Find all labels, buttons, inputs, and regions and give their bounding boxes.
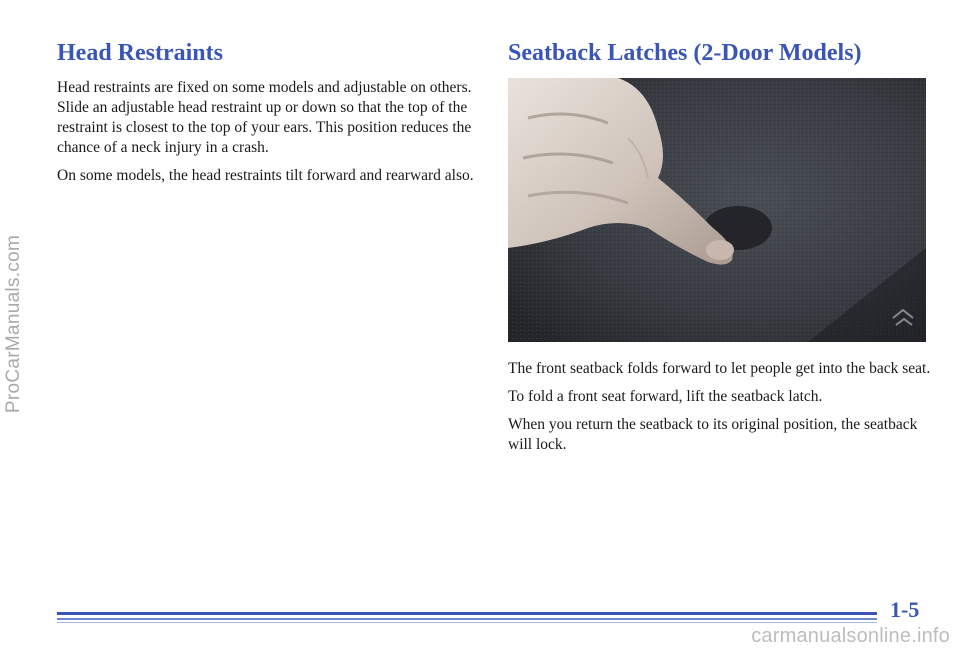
- head-restraints-heading: Head Restraints: [57, 40, 223, 66]
- footer-rule: [57, 612, 877, 626]
- seatback-latches-section: [508, 38, 933, 463]
- side-watermark-text: ProCarManuals.com: [3, 234, 24, 414]
- head-restraints-section: [57, 38, 477, 194]
- finger-lifting-latch-icon: [508, 78, 926, 342]
- seatback-latches-heading: Seatback Latches (2-Door Models): [508, 40, 862, 66]
- seatback-paragraph-1: The front seatback folds forward to let people get into the back seat.: [508, 360, 931, 377]
- page-number: 1-5: [890, 597, 920, 622]
- head-restraints-paragraph-1: Head restraints are fixed on some models and adjustable on others. Slide an adjustable head restraint up or down so that the top of the restraint is closest to the top of your ears. This position reduces the chance of a neck injury in a crash.: [57, 79, 472, 156]
- seatback-paragraph-3: When you return the seatback to its original position, the seatback will lock.: [508, 416, 918, 453]
- head-restraints-paragraph-2: On some models, the head restraints tilt forward and rearward also.: [57, 167, 474, 184]
- side-watermark: [2, 0, 26, 648]
- seatback-paragraph-2: To fold a front seat forward, lift the seatback latch.: [508, 388, 823, 405]
- seatback-latch-photo: [508, 78, 926, 342]
- bottom-watermark: carmanualsonline.info: [751, 625, 950, 647]
